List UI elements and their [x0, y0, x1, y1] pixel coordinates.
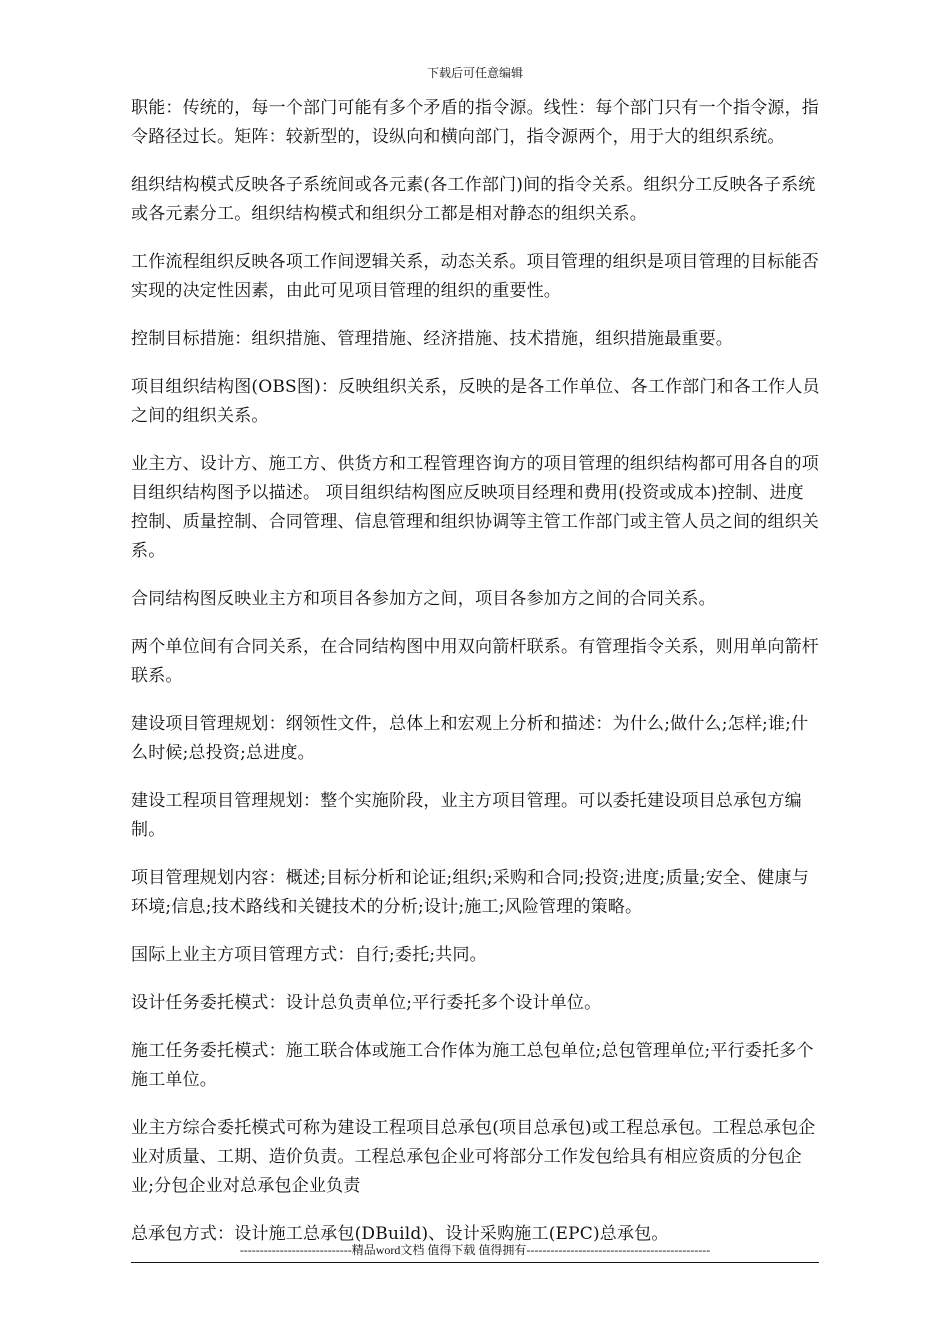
footer-divider: [131, 1262, 819, 1263]
paragraph-arrow-relations: 两个单位间有合同关系，在合同结构图中用双向箭杆联系。有管理指令关系，则用单向箭杆联系。: [131, 637, 819, 686]
paragraph-organization-types: 职能：传统的，每一个部门可能有多个矛盾的指令源。线性：每个部门只有一个指令源，指令路径过长。矩阵：较新型的，设纵向和横向部门，指令源两个，用于大的组织系统。: [131, 98, 819, 147]
paragraph-contract-chart: 合同结构图反映业主方和项目各参加方之间，项目各参加方之间的合同关系。: [131, 589, 716, 609]
paragraph-project-planning: 建设项目管理规划：纲领性文件，总体上和宏观上分析和描述：为什么;做什么;怎样;谁;什么时候;总投资;总进度。: [131, 714, 809, 763]
document-body: [131, 94, 821, 1268]
page-header: 下载后可任意编辑: [426, 66, 523, 80]
paragraph-design-commission: 设计任务委托模式：设计总负责单位;平行委托多个设计单位。: [131, 993, 602, 1013]
page-footer: ----------------------------精品word文档 值得下载 值得拥有----------------------------------------------: [239, 1243, 711, 1257]
paragraph-international-modes: 国际上业主方项目管理方式：自行;委托;共同。: [131, 945, 487, 965]
paragraph-construction-commission: 施工任务委托模式：施工联合体或施工合作体为施工总包单位;总包管理单位;平行委托多个施工单位。: [131, 1041, 814, 1090]
paragraph-workflow: 工作流程组织反映各项工作间逻辑关系，动态关系。项目管理的组织是项目管理的目标能否实现的决定性因素，由此可见项目管理的组织的重要性。: [131, 252, 819, 301]
paragraph-planning-content: 项目管理规划内容：概述;目标分析和论证;组织;采购和合同;投资;进度;质量;安全、健康与环境;信息;技术路线和关键技术的分析;设计;施工;风险管理的策略。: [131, 868, 809, 917]
paragraph-structure-mode: 组织结构模式反映各子系统间或各元素(各工作部门)间的指令关系。组织分工反映各子系统或各元素分工。组织结构模式和组织分工都是相对静态的组织关系。: [131, 175, 816, 224]
paragraph-parties-structure: 业主方、设计方、施工方、供货方和工程管理咨询方的项目管理的组织结构都可用各自的项目组织结构图予以描述。 项目组织结构图应反映项目经理和费用(投资或成本)控制、进度控制、质量控制、合同管理、信息管理和组织协调等主管工作部门或主管人员之间的组织关系。: [131, 454, 819, 561]
paragraph-general-contracting: 业主方综合委托模式可称为建设工程项目总承包(项目总承包)或工程总承包。工程总承包企业对质量、工期、造价负责。工程总承包企业可将部分工作发包给具有相应资质的分包企业;分包企业对总承包企业负责: [131, 1118, 816, 1196]
paragraph-control-measures: 控制目标措施：组织措施、管理措施、经济措施、技术措施，组织措施最重要。: [131, 329, 733, 349]
paragraph-contracting-methods: 总承包方式：设计施工总承包(DBuild)、设计采购施工(EPC)总承包。: [131, 1224, 669, 1244]
paragraph-engineering-planning: 建设工程项目管理规划：整个实施阶段，业主方项目管理。可以委托建设项目总承包方编制。: [131, 791, 802, 840]
paragraph-obs-chart: 项目组织结构图(OBS图)：反映组织关系，反映的是各工作单位、各工作部门和各工作人员之间的组织关系。: [131, 377, 820, 426]
